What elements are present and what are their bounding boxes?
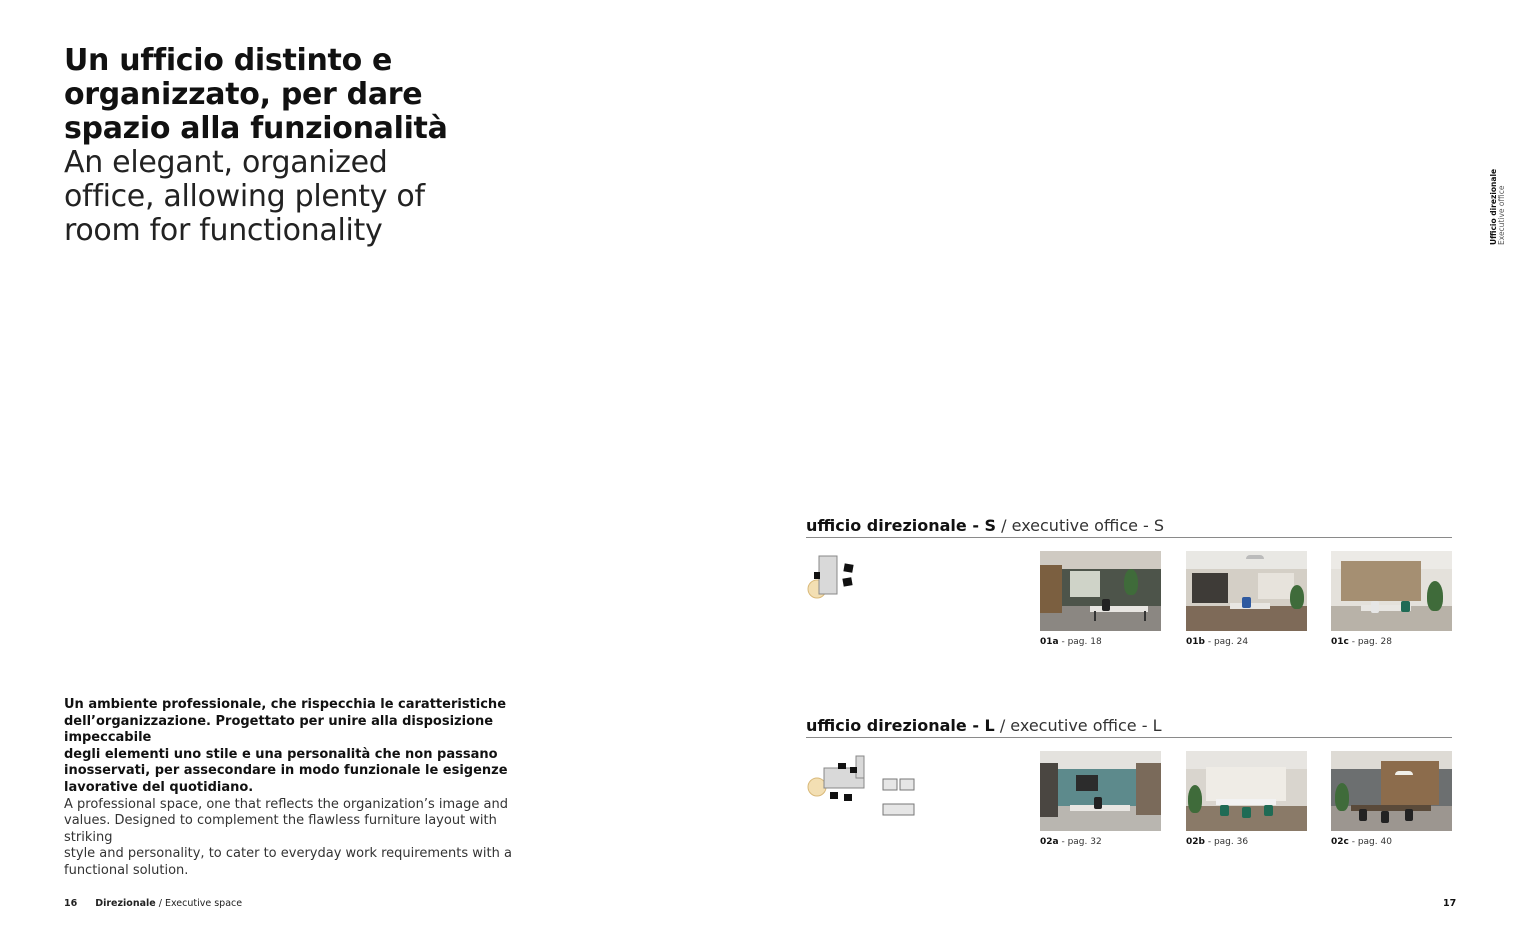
- photo-code: 01c: [1331, 637, 1349, 647]
- body-it-line: degli elementi uno stile e una personalità che non passano: [64, 746, 498, 762]
- section-title: [806, 516, 1452, 538]
- side-section-label: [1490, 169, 1506, 245]
- photo-code: 01a: [1040, 637, 1059, 647]
- headline-en-line: office, allowing plenty of: [64, 179, 425, 214]
- section-title-separator: /: [996, 516, 1012, 535]
- section-title: [806, 716, 1452, 738]
- body-it-line: Un ambiente professionale, che rispecchia le caratteristiche: [64, 697, 507, 712]
- photo-code: 02a: [1040, 837, 1059, 847]
- headline-en-line: An elegant, organized: [64, 145, 388, 180]
- photo-code: 02c: [1331, 837, 1349, 847]
- side-label-it: Ufficio direzionale: [1489, 168, 1498, 245]
- photo-caption: [1331, 637, 1392, 647]
- headline-it-line: spazio alla funzionalità: [64, 111, 448, 146]
- photo-page-ref: - pag. 36: [1204, 837, 1249, 847]
- body-en-line: style and personality, to cater to everyday work requirements with a: [64, 846, 512, 862]
- photo-caption: [1186, 837, 1248, 847]
- section-title-separator: /: [994, 716, 1011, 735]
- footer-separator: /: [155, 898, 165, 909]
- photo-01a[interactable]: [1040, 551, 1161, 631]
- photo-01b[interactable]: [1186, 551, 1307, 631]
- photo-caption: [1331, 837, 1392, 847]
- body-en-line: A professional space, one that reflects the organization’s image and: [64, 796, 508, 812]
- section-title-it: ufficio direzionale - L: [806, 716, 995, 735]
- headline-en-line: room for functionality: [64, 213, 383, 248]
- page-number-right: 17: [1443, 898, 1457, 909]
- footer-section-en: Executive space: [164, 898, 243, 909]
- body-it-line: inosservati, per assecondare in modo funzionale le esigenze: [64, 763, 508, 779]
- photo-02a[interactable]: [1040, 751, 1161, 831]
- headline-it-line: organizzato, per dare: [64, 77, 423, 112]
- section-title-it: ufficio direzionale - S: [806, 516, 997, 535]
- footer-section-it: Direzionale: [95, 898, 156, 909]
- photo-caption: [1040, 637, 1102, 647]
- photo-caption: [1186, 637, 1248, 647]
- photo-code: 01b: [1186, 637, 1205, 647]
- footer-left: [64, 898, 242, 909]
- floor-plan-l-icon: [806, 750, 936, 830]
- body-it-line: lavorative del quotidiano.: [64, 779, 254, 795]
- body-en-line: functional solution.: [64, 862, 189, 878]
- photo-page-ref: - pag. 24: [1204, 637, 1249, 647]
- section-title-en: executive office - L: [1010, 716, 1162, 735]
- photo-02b[interactable]: [1186, 751, 1307, 831]
- photo-page-ref: - pag. 28: [1348, 637, 1392, 647]
- side-label-en: Executive office: [1497, 185, 1506, 245]
- page-number-left: 16: [64, 898, 78, 909]
- photo-caption: [1040, 837, 1102, 847]
- photo-page-ref: - pag. 18: [1058, 637, 1102, 647]
- floor-plan-s-icon: [806, 550, 936, 630]
- section-executive-office-s: [806, 516, 1452, 647]
- photo-code: 02b: [1186, 837, 1205, 847]
- photo-01c[interactable]: [1331, 551, 1452, 631]
- body-en-line: values. Designed to complement the flawless furniture layout with striking: [64, 813, 497, 845]
- headline-it-line: Un ufficio distinto e: [64, 43, 393, 78]
- page-headline: [64, 44, 484, 248]
- intro-paragraph: [64, 697, 524, 880]
- photo-page-ref: - pag. 40: [1348, 837, 1392, 847]
- body-it-line: dell’organizzazione. Progettato per unire alla disposizione impeccabile: [64, 713, 494, 746]
- photo-02c[interactable]: [1331, 751, 1452, 831]
- section-title-en: executive office - S: [1011, 516, 1165, 535]
- photo-page-ref: - pag. 32: [1058, 837, 1102, 847]
- section-executive-office-l: [806, 716, 1452, 847]
